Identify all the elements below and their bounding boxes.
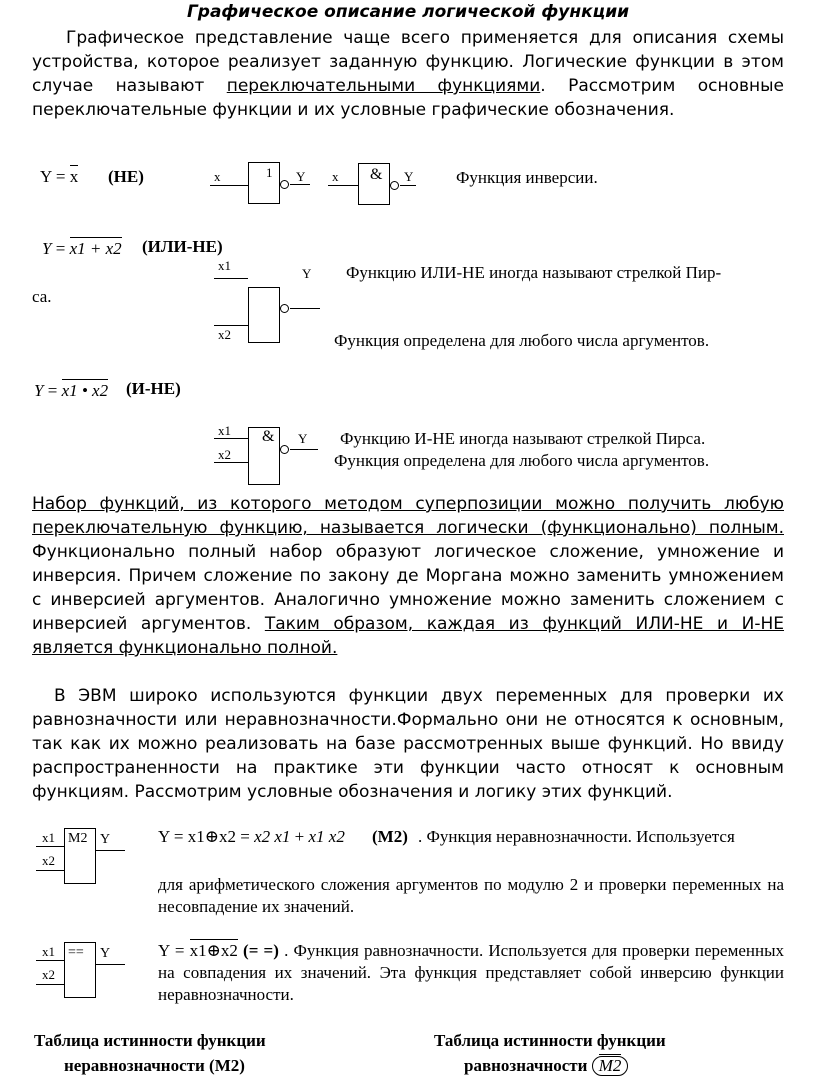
table-right-symbol [592, 1056, 629, 1076]
eq-formula-y: Y = [158, 941, 190, 960]
not-formula-var: x [69, 167, 79, 186]
nor-description-2: Функция определена для любого числа аргументов. [334, 331, 710, 350]
eq-input2-wire [36, 984, 64, 985]
nor-inversion-bubble [280, 304, 289, 313]
not-gate2-output-label: Y [404, 169, 414, 184]
nor-formula [42, 238, 122, 260]
not-gate2-symbol: & [370, 166, 383, 183]
nand-formula [34, 380, 108, 402]
nand-formula-y: Y [34, 381, 44, 400]
xor-formula-line [158, 826, 345, 848]
xor-input2-wire [36, 870, 64, 871]
nor-input2-label: x2 [218, 327, 231, 342]
eq-input1-label: x1 [42, 944, 55, 959]
not-gate2-output-wire [400, 185, 416, 186]
nor-formula-y: Y [42, 239, 52, 258]
nand-name: (И-НЕ) [126, 379, 181, 398]
xor-gate-symbol: M2 [68, 831, 88, 846]
page-title: Графическое описание логической функции [186, 2, 630, 22]
nand-description-2: Функция определена для любого числа аргументов. [334, 451, 710, 470]
nand-output-label: Y [298, 431, 308, 446]
intro-paragraph [32, 26, 784, 122]
not-gate1-output-wire [290, 184, 310, 185]
nor-description-1-wrap: са. [32, 287, 52, 306]
table-right-caption-2-text: равнозначности [464, 1056, 588, 1075]
xor-output-wire [95, 850, 125, 851]
not-name: (НЕ) [108, 167, 144, 186]
nand-description-1: Функцию И-НЕ иногда называют стрелкой Пирса. [340, 429, 706, 448]
nand-input2-label: x2 [218, 447, 231, 462]
xor-expr-b: x1 x2 [308, 827, 345, 846]
xor-input2-label: x2 [42, 853, 55, 868]
intro-text-a: Графическое представление чаще всего применяется для описания схемы устройства, которое реализует заданную функцию. Логические функции в этом случае называют [32, 28, 784, 96]
equivalence-intro-paragraph: В ЭВМ широко используются функции двух переменных для проверки их равнозначности или неравнозначности.Формально они не относятся к основным, так как их можно реализовать на базе рассмотренных выше функций. Но ввиду распространенности на практике эти функции часто относят к основным функциям. Рассмотрим условные обозначения и логику этих функций. [32, 686, 784, 802]
table-left-caption-2: неравнозначности (M2) [64, 1056, 245, 1075]
table-right-caption-2 [464, 1055, 628, 1077]
not-gate2-input-label: x [332, 169, 339, 184]
eq-name: (= =) [243, 941, 279, 960]
nor-output-label: Y [302, 266, 312, 281]
intro-text-b: . Рассмотрим основные переключательные функции и их условные графические обозначения. [32, 76, 784, 120]
eq-formula-expr: x1⊕x2 [189, 941, 238, 960]
not-gate1-symbol: 1 [266, 165, 273, 180]
completeness-definition: Набор функций, из которого методом суперпозиции можно получить любую переключательную функцию, называется логически (функционально) полным. [32, 494, 784, 538]
eq-output-wire [95, 964, 125, 965]
nand-inversion-bubble [280, 445, 289, 454]
not-description: Функция инверсии. [456, 168, 598, 187]
nand-formula-expr: x1 • x2 [61, 381, 109, 400]
xor-input1-wire [36, 846, 64, 847]
nand-formula-eq: = [43, 381, 62, 400]
eq-input2-label: x2 [42, 967, 55, 982]
nand-input1-label: x1 [218, 423, 231, 438]
nor-description-1: Функцию ИЛИ-НЕ иногда называют стрелкой Пир- [346, 263, 722, 282]
nor-name: (ИЛИ-НЕ) [142, 237, 223, 256]
nand-output-wire [290, 449, 318, 450]
xor-name: (M2) [372, 827, 408, 846]
not-gate1-inversion-bubble [280, 180, 289, 189]
not-formula [40, 166, 78, 188]
xor-description-1: . Функция неравнозначности. Используется [418, 827, 735, 846]
xor-expr-plus: + [290, 827, 309, 846]
nor-input1-wire [214, 278, 248, 279]
xor-formula: Y = x1⊕x2 = [158, 827, 255, 846]
nand-input1-wire [214, 438, 248, 439]
table-left-caption-1: Таблица истинности функции [34, 1031, 266, 1050]
not-gate1-output-label: Y [296, 169, 306, 184]
table-right-symbol-text: M2 [598, 1056, 622, 1075]
xor-output-label: Y [100, 832, 111, 847]
eq-gate-symbol: == [68, 945, 84, 960]
completeness-paragraph [32, 492, 784, 660]
nor-input2-wire [214, 325, 248, 326]
not-formula-lhs: Y = [40, 167, 70, 186]
eq-output-label: Y [100, 946, 111, 961]
completeness-conclusion: Таким образом, каждая из функций ИЛИ-НЕ и И-НЕ является функционально полной. [32, 614, 785, 658]
xor-expr-a: x2 x1 [254, 827, 291, 846]
intro-underlined-term: переключательными функциями [226, 76, 541, 96]
not-gate1-body [248, 162, 280, 204]
nand-gate-symbol: & [262, 428, 275, 445]
not-gate2-input-wire [328, 185, 358, 186]
eq-input1-wire [36, 960, 64, 961]
xor-description-2: для арифметического сложения аргументов по модулю 2 и проверки переменных на несовпадение их значений. [158, 875, 784, 916]
eq-description: . Функция равнозначности. Используется для проверки переменных на совпадения их значений. Эта функция представляет собой инверсию функции неравнозначности. [158, 941, 785, 1004]
xor-input1-label: x1 [42, 830, 55, 845]
eq-paragraph [158, 940, 784, 1006]
table-right-caption-1: Таблица истинности функции [434, 1031, 666, 1050]
nor-formula-eq: = [51, 239, 70, 258]
completeness-text: Функционально полный набор образуют логическое сложение, умножение и инверсия. Причем сложение по закону де Моргана можно заменить умножением с инверсией аргументов. Аналогично умножение можно заменить сложением с инверсией аргументов. [32, 542, 784, 634]
nor-input1-label: x1 [218, 258, 231, 273]
not-gate1-input-wire [210, 185, 248, 186]
nor-output-wire [290, 308, 320, 309]
nor-gate-body [248, 287, 280, 343]
nand-input2-wire [214, 462, 248, 463]
not-gate2-inversion-bubble [390, 181, 399, 190]
nor-formula-expr: x1 + x2 [69, 239, 122, 258]
not-gate1-input-label: x [214, 169, 221, 184]
